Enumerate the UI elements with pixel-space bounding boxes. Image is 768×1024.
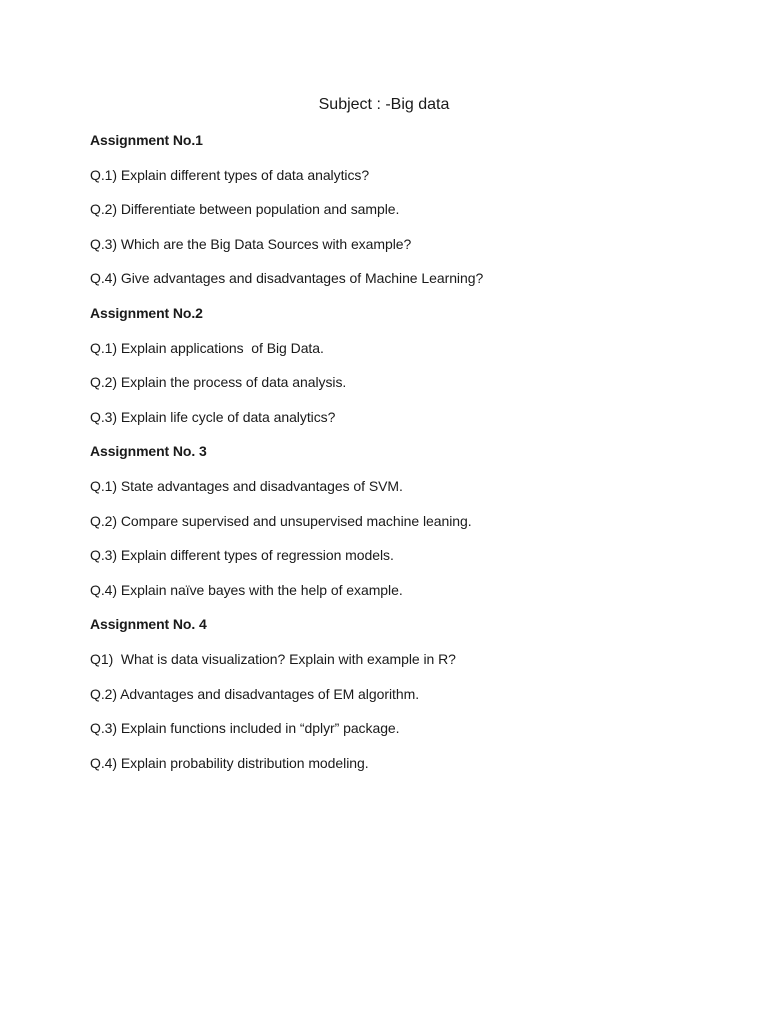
- assignment-list: [90, 130, 690, 787]
- assignment-section-1: [90, 130, 690, 288]
- question-item: Q.2) Compare supervised and unsupervised machine leaning.: [90, 512, 472, 529]
- question-item: Q.1) State advantages and disadvantages of SVM.: [90, 477, 403, 494]
- question-item: Q.3) Which are the Big Data Sources with example?: [90, 235, 412, 252]
- question-item: Q.4) Explain naïve bayes with the help of example.: [90, 581, 403, 598]
- assignment-section-2: [90, 303, 690, 427]
- question-item: Q.4) Give advantages and disadvantages of Machine Learning?: [90, 270, 484, 287]
- assignment-heading: Assignment No.2: [90, 304, 203, 321]
- question-item: Q.2) Explain the process of data analysis.: [90, 374, 347, 391]
- assignment-section-3: [90, 441, 690, 599]
- question-item: Q.4) Explain probability distribution modeling.: [90, 754, 369, 771]
- question-item: Q1) What is data visualization? Explain with example in R?: [90, 650, 456, 667]
- question-item: Q.1) Explain different types of data analytics?: [90, 166, 370, 183]
- assignment-heading: Assignment No. 3: [90, 443, 207, 460]
- question-item: Q.3) Explain functions included in “dplyr” package.: [90, 720, 400, 737]
- question-item: Q.2) Differentiate between population and sample.: [90, 201, 400, 218]
- assignment-heading: Assignment No. 4: [90, 616, 207, 633]
- question-item: Q.3) Explain life cycle of data analytics?: [90, 408, 336, 425]
- question-item: Q.2) Advantages and disadvantages of EM algorithm.: [90, 685, 420, 702]
- question-item: Q.3) Explain different types of regression models.: [90, 547, 394, 564]
- question-item: Q.1) Explain applications of Big Data.: [90, 339, 324, 356]
- assignment-heading: Assignment No.1: [90, 132, 203, 148]
- document-title: Subject : -Big data: [318, 96, 450, 113]
- assignment-section-4: [90, 614, 690, 772]
